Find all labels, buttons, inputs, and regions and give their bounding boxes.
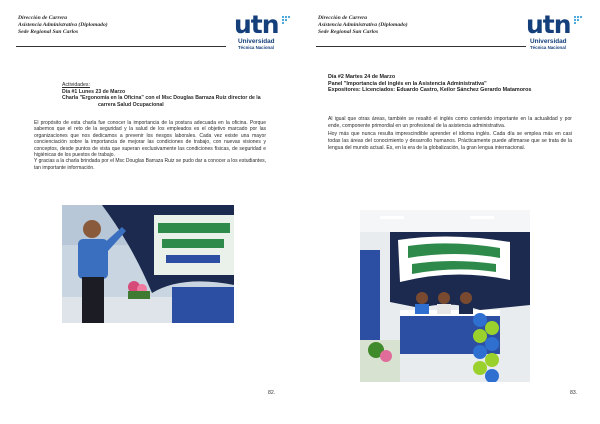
speaker-photo <box>62 205 234 323</box>
panel-photo-icon <box>360 210 530 382</box>
logo-universidad: Universidad <box>530 38 567 45</box>
header-line-2: Asistencia Administrativa (Diplomado) <box>18 22 108 29</box>
logo-dots-icon <box>281 15 291 25</box>
utn-logo <box>526 12 584 52</box>
talk-paragraph-2: Y gracias a la charla brindada por el Msc Douglas Barraza Ruiz se pudo dar a conocer a los estudiantes, tan importante información. <box>34 158 266 171</box>
panel-paragraph-1: Al igual que otras áreas, también se resaltó el inglés como contenido importante en la actualidad y por ende, componente primordial en un profesional de la asistencia administrativa. <box>328 116 572 129</box>
page-83 <box>300 0 600 424</box>
panel-photo <box>360 210 530 382</box>
activities-label: Actividades: <box>62 82 90 88</box>
day-1: Día #1 Lunes 23 de Marzo <box>62 88 126 95</box>
header-line-3: Sede Regional San Carlos <box>318 29 379 36</box>
panel-description <box>328 116 572 154</box>
panel-title: Panel "Importancia del inglés en la Asistencia Administrativa" <box>328 80 487 87</box>
header-text <box>318 15 518 37</box>
header-line-1: Dirección de Carrera <box>318 15 368 21</box>
header-rule <box>16 46 226 47</box>
header-text <box>18 15 218 37</box>
page-number: 83. <box>570 390 578 396</box>
talk-description <box>34 120 266 171</box>
panel-speakers: Expositores: Licenciados: Eduardo Castro, Keilor Sánchez Gerardo Matamoros <box>328 87 532 94</box>
utn-logo <box>234 12 292 52</box>
logo-tecnica: Técnica Nacional <box>530 45 566 50</box>
talk-paragraph-1: El propósito de esta charla fue conocer la importancia de la postura adecuada en la oficina. Porque sabemos que el reto de la seguridad y la salud de los empleados es el objetivo marcado por las organizaciones que nos dedicamos a prevenir los riesgos laborales. Cada vez existe una mayor concienciación sobre la importancia de mejorar las condiciones de trabajo, con nuevas visiones y conceptos, desde puntos de vista que superan exclusivamente las condiciones físicas, de seguridad e higiénicas de los puestos de trabajo. <box>34 120 266 159</box>
logo-tecnica: Técnica Nacional <box>238 45 274 50</box>
panel-paragraph-2: Hoy más que nunca resulta imprescindible aprender el idioma inglés. Cada día se emplea más en casi todas las áreas del conocimiento y desarrollo humanos. Prácticamente puede afirmarse que se trata de la lengua del mundo actual. Es, en la era de la globalización, la gran lengua internacional. <box>328 131 572 152</box>
talk-title: Charla "Ergonomía en la Oficina" con el Msc Douglas Barraza Ruiz director de la <box>62 95 261 102</box>
activity-block <box>62 82 282 108</box>
header-rule <box>316 46 526 47</box>
header-line-3: Sede Regional San Carlos <box>18 29 79 36</box>
header-line-1: Dirección de Carrera <box>18 15 68 21</box>
logo-word: utn <box>234 10 279 39</box>
header-line-2: Asistencia Administrativa (Diplomado) <box>318 22 408 29</box>
talk-title-cont: carrera Salud Ocupacional <box>98 101 164 108</box>
day-2: Día #2 Martes 24 de Marzo <box>328 74 396 80</box>
page-number: 82. <box>268 390 276 396</box>
logo-dots-icon <box>573 15 583 25</box>
panel-heading <box>328 74 568 94</box>
logo-universidad: Universidad <box>238 38 275 45</box>
speaker-photo-icon <box>62 205 234 323</box>
logo-word: utn <box>526 10 571 39</box>
